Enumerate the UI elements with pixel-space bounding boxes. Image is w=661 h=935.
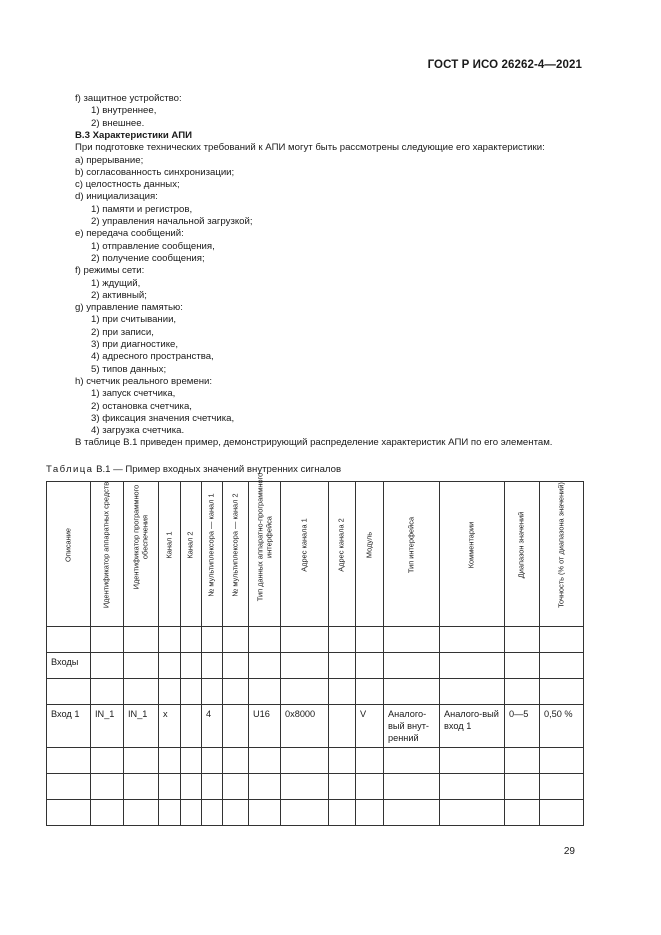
column-header [47,482,91,627]
table-caption [46,464,341,476]
table-cell [223,627,249,653]
column-header [181,482,202,627]
body-line: f) режимы сети: [75,265,145,277]
table-cell [202,800,223,826]
column-header-label: № мультиплексора — канал 1 [206,493,216,598]
table-cell: U16 [249,705,281,748]
section-heading: B.3 Характеристики АПИ [75,129,193,141]
column-header [124,482,159,627]
table-cell [159,774,181,800]
body-line: g) управление памятью: [75,302,183,314]
table-cell: x [159,705,181,748]
body-line: В таблице В.1 приведен пример, демонстрирующий распределение характеристик АПИ по его элементам. [75,437,553,449]
table-cell [249,748,281,774]
column-header-label: Канал 1 [164,531,174,559]
column-header-label: Описание [63,528,73,563]
column-header-label: Адрес канала 1 [299,518,309,573]
table-cell: V [356,705,384,748]
table-cell: Входы [47,653,91,679]
column-header-label: Идентификатор аппаратных средств [101,482,111,609]
body-line: 2) получение сообщения; [91,252,205,264]
table-cell [281,679,329,705]
table-cell [384,653,440,679]
table-cell [91,627,124,653]
table-cell [202,679,223,705]
column-header-label: Идентификатор программного обеспечения [131,484,149,590]
column-header [384,482,440,627]
table-cell [181,627,202,653]
table-cell [91,653,124,679]
body-line: 1) отправление сообщения, [91,240,215,252]
table-header-row [47,482,584,627]
column-header-label: Тип интерфейса [406,517,416,574]
table-cell [356,774,384,800]
table-cell [181,653,202,679]
table-cell [329,748,356,774]
table-cell: Вход 1 [47,705,91,748]
table-cell [356,679,384,705]
table-row [47,774,584,800]
table-cell [91,800,124,826]
table-cell [356,748,384,774]
body-line: 5) типов данных; [91,363,167,375]
table-cell [124,679,159,705]
table-cell [202,748,223,774]
table-cell [281,627,329,653]
body-line: 2) остановка счетчика, [91,400,192,412]
table-cell [440,627,505,653]
table-caption-word: Таблица [46,464,94,475]
table-cell [47,800,91,826]
table-cell [384,748,440,774]
body-line: f) защитное устройство: [75,93,182,104]
table-cell [249,627,281,653]
table-cell [329,800,356,826]
table-cell [124,748,159,774]
table-row [47,748,584,774]
column-header [540,482,584,627]
body-line: 4) адресного пространства, [91,351,214,363]
table-cell [249,800,281,826]
table-cell [356,800,384,826]
table-cell [47,627,91,653]
table-cell [329,679,356,705]
table-cell: 0x8000 [281,705,329,748]
body-line: 3) при диагностике, [91,339,179,350]
table-cell: 4 [202,705,223,748]
table-cell [91,774,124,800]
table-cell [91,748,124,774]
table-cell [159,627,181,653]
table-cell [181,800,202,826]
table-cell [181,679,202,705]
body-line: c) целостность данных; [75,179,180,191]
table-cell [47,774,91,800]
body-line: d) инициализация: [75,191,158,203]
table-cell [223,748,249,774]
table-cell [329,627,356,653]
table-cell [249,679,281,705]
table-cell: Аналого-вый внут-ренний [384,705,440,748]
table-cell [202,774,223,800]
body-line: b) согласованность синхронизации; [75,166,235,178]
table-cell [124,800,159,826]
body-line: 2) активный; [91,289,147,301]
table-cell [384,800,440,826]
body-line: 1) ждущий, [91,277,141,289]
table-row [47,627,584,653]
table-cell [505,774,540,800]
table-cell [505,800,540,826]
table-cell [181,705,202,748]
table-cell [124,653,159,679]
table-cell [159,653,181,679]
column-header [159,482,181,627]
table-cell [329,774,356,800]
table-cell [384,627,440,653]
column-header [505,482,540,627]
column-header-label: Тип данных аппаратно-программного интерфейса [254,472,273,602]
column-header [223,482,249,627]
body-line: 2) управления начальной загрузкой; [91,216,253,227]
body-line: 1) при считывании, [91,314,177,326]
table-cell [505,748,540,774]
column-header [202,482,223,627]
table-cell [440,800,505,826]
table-body [47,627,584,826]
table-cell [47,748,91,774]
table-cell [223,774,249,800]
table-cell [124,627,159,653]
table-cell [281,800,329,826]
table-row [47,800,584,826]
table-cell [124,774,159,800]
table-cell [356,627,384,653]
table-cell [223,705,249,748]
table-cell [540,653,584,679]
table-cell [249,774,281,800]
table-caption-rest: В.1 — Пример входных значений внутренних сигналов [93,464,342,475]
table-cell [91,679,124,705]
table-cell [159,748,181,774]
table-row [47,679,584,705]
table-cell [505,679,540,705]
column-header-label: Точность (% от диапазона значений) [556,482,566,609]
body-line: e) передача сообщений: [75,228,184,240]
body-line: 1) памяти и регистров, [91,203,193,215]
table-cell [540,774,584,800]
body-line: 4) загрузка счетчика. [91,425,185,437]
column-header-label: Канал 2 [185,531,195,559]
column-header-label: Диапазон значений [516,512,526,579]
body-line: 3) фиксация значения счетчика, [91,412,235,424]
table-row [47,653,584,679]
body-line: a) прерывание; [75,154,144,166]
table-cell: 0—5 [505,705,540,748]
table-cell [223,679,249,705]
table-cell: 0,50 % [540,705,584,748]
body-line: При подготовке технических требований к АПИ могут быть рассмотрены следующие его характеристики: [75,142,545,154]
table-cell [505,653,540,679]
column-header-label: Модуль [364,532,374,559]
column-header [440,482,505,627]
table-cell [356,653,384,679]
column-header-label: № мультиплексора — канал 2 [230,493,240,598]
standard-header: ГОСТ Р ИСО 26262-4—2021 [427,59,582,71]
page-number: 29 [563,846,575,857]
table-cell [223,800,249,826]
body-line: 1) внутреннее, [91,105,157,117]
column-header [281,482,329,627]
table-cell [181,748,202,774]
body-line: 2) при записи, [91,326,154,338]
signals-table [46,472,584,826]
body-line: 1) запуск счетчика, [91,388,176,400]
table-cell [540,800,584,826]
table-cell [281,653,329,679]
table-cell [281,748,329,774]
table-cell [440,679,505,705]
table-cell [202,627,223,653]
table-cell: IN_1 [124,705,159,748]
table-cell [540,679,584,705]
table-row [47,705,584,748]
table-cell [249,653,281,679]
table-cell [329,705,356,748]
table-cell [223,653,249,679]
column-header [356,482,384,627]
table-cell [281,774,329,800]
table-cell [47,679,91,705]
table-cell [159,800,181,826]
table-cell [384,679,440,705]
table-cell [440,653,505,679]
table-cell: Аналого-вый вход 1 [440,705,505,748]
body-line: h) счетчик реального времени: [75,375,213,387]
table-cell: IN_1 [91,705,124,748]
column-header [249,472,281,627]
table-cell [181,774,202,800]
table-cell [440,774,505,800]
table-cell [329,653,356,679]
table-cell [159,679,181,705]
table-cell [440,748,505,774]
body-line: 2) внешнее. [91,117,145,129]
table-cell [384,774,440,800]
table-cell [202,653,223,679]
column-header [91,482,124,627]
table-cell [540,748,584,774]
table-cell [540,627,584,653]
column-header [329,482,356,627]
table-cell [505,627,540,653]
column-header-label: Адрес канала 2 [336,518,346,573]
column-header-label: Комментарии [466,522,476,569]
